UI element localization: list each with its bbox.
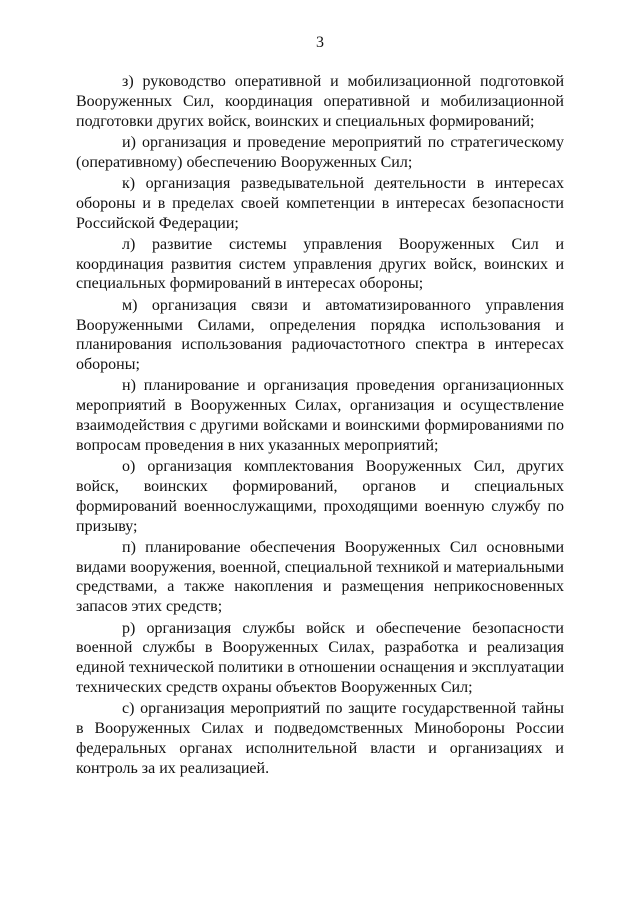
paragraph-o: о) организация комплектования Вооруженных Сил, других войск, воинских формирований, органов и специальных формирований военнослужащими, проходящими военную службу по призыву;	[76, 458, 564, 535]
paragraph-k: к) организация разведывательной деятельности в интересах обороны и в пределах своей компетенции в интересах безопасности Российской Федерации;	[76, 174, 564, 232]
page-number: 3	[316, 34, 324, 51]
paragraph-n: н) планирование и организация проведения организационных мероприятий в Вооруженных Силах, организация и осуществление взаимодействия с другими войсками и воинскими формированиями по вопросам проведения в них указанных мероприятий;	[76, 377, 564, 454]
paragraph-m: м) организация связи и автоматизированного управления Вооруженными Силами, определения порядка использования и планирования использования радиочастотного спектра в интересах обороны;	[76, 296, 564, 374]
paragraph-s: с) организация мероприятий по защите государственной тайны в Вооруженных Силах и подведомственных Минобороны России федеральных органах исполнительной власти и организациях и контроль за их реализацией.	[76, 700, 564, 777]
paragraph-l: л) развитие системы управления Вооруженных Сил и координация развития систем управления других войск, воинских и специальных формирований в интересах обороны;	[76, 235, 564, 293]
paragraph-i: и) организация и проведение мероприятий по стратегическому (оперативному) обеспечению Вооруженных Сил;	[76, 133, 564, 171]
paragraph-r: р) организация службы войск и обеспечение безопасности военной службы в Вооруженных Силах, разработка и реализация единой технической политики в отношении оснащения и эксплуатации технических средств охраны объектов Вооруженных Сил;	[76, 619, 564, 696]
paragraph-z: з) руководство оперативной и мобилизационной подготовкой Вооруженных Сил, координация оперативной и мобилизационной подготовки других войск, воинских и специальных формирований;	[76, 73, 564, 130]
paragraph-p: п) планирование обеспечения Вооруженных Сил основными видами вооружения, военной, специальной техникой и материальными средствами, а также накопления и размещения неприкосновенных запасов этих средств;	[76, 538, 564, 616]
document-body	[76, 72, 564, 780]
